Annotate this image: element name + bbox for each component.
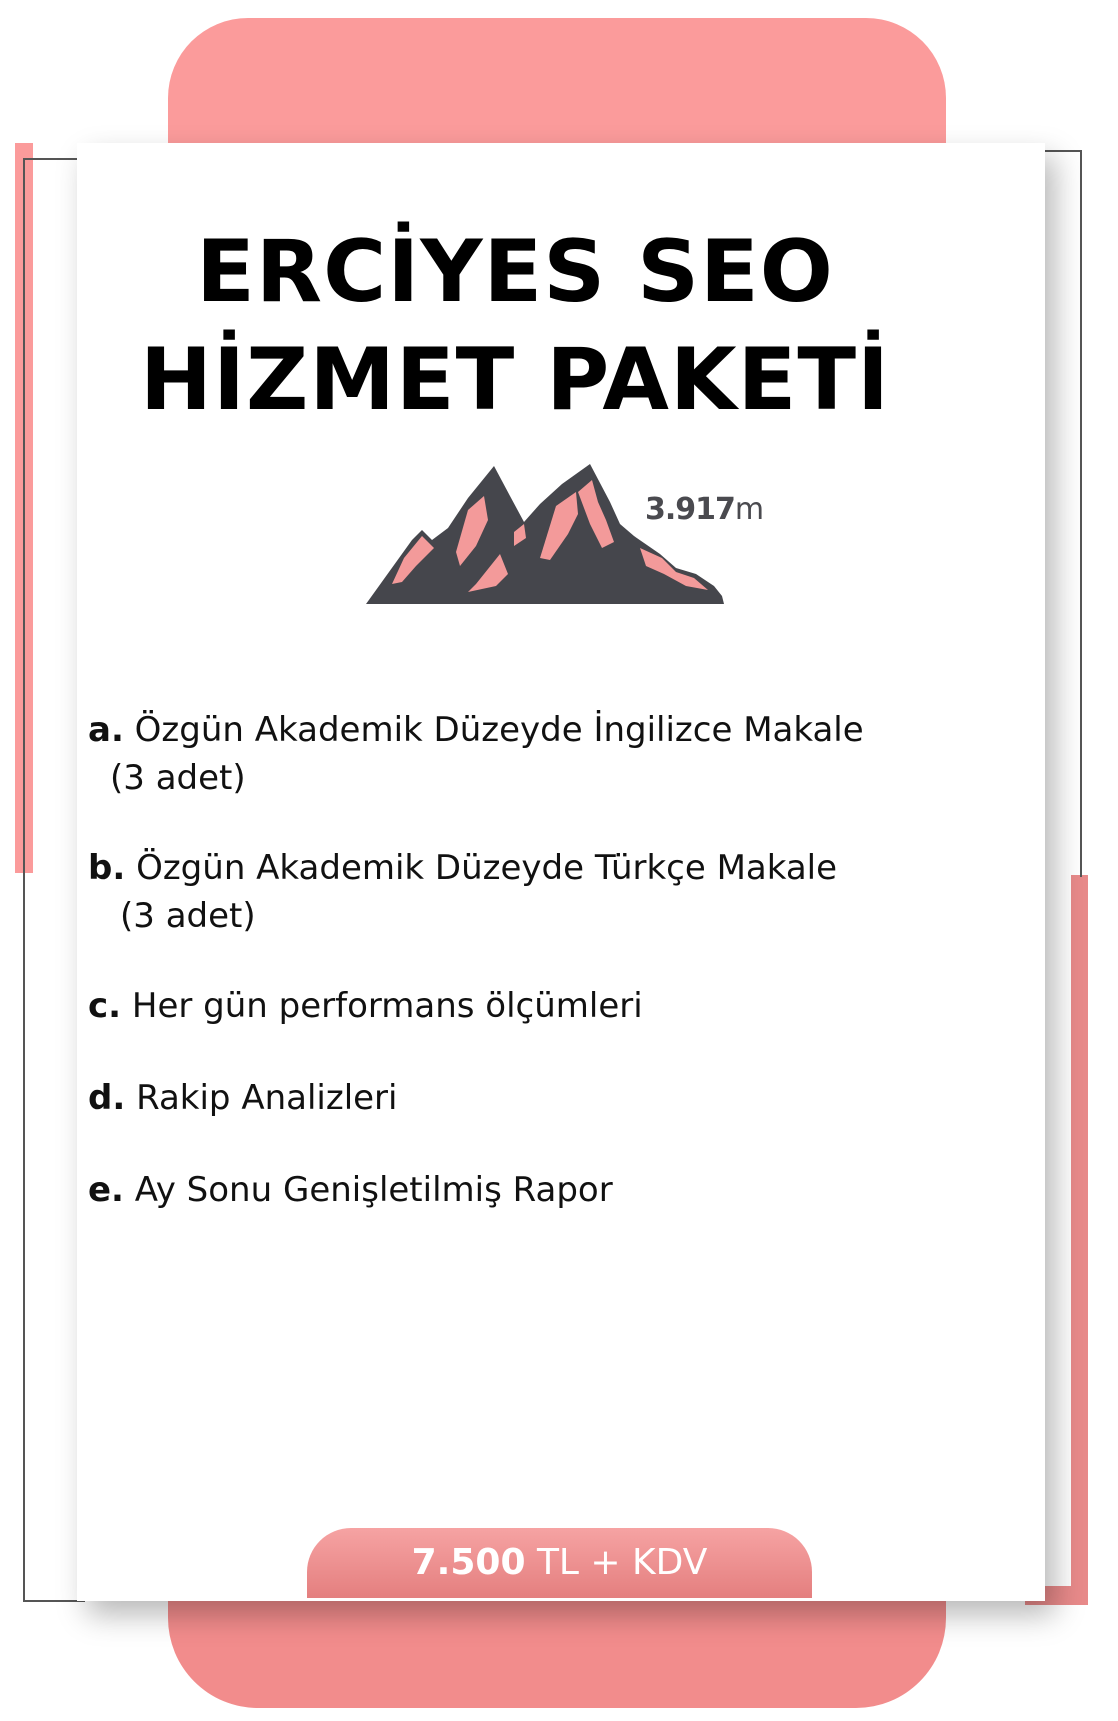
altitude-unit: m bbox=[734, 492, 764, 527]
price-suffix: TL + KDV bbox=[525, 1542, 708, 1583]
item-letter: d. bbox=[88, 1078, 126, 1118]
altitude-label bbox=[645, 492, 763, 527]
feature-list bbox=[88, 706, 988, 1258]
list-item bbox=[88, 1166, 988, 1258]
item-text: Ay Sonu Genişletilmiş Rapor bbox=[134, 1170, 613, 1210]
list-item bbox=[88, 844, 988, 982]
package-title bbox=[0, 218, 1030, 434]
item-letter: e. bbox=[88, 1170, 124, 1210]
item-letter: b. bbox=[88, 848, 126, 888]
item-letter: a. bbox=[88, 710, 124, 750]
title-line-1: ERCİYES SEO bbox=[196, 222, 834, 322]
price-badge bbox=[307, 1528, 812, 1598]
item-note: (3 adet) bbox=[120, 896, 256, 936]
right-pink-strip bbox=[1071, 875, 1088, 1605]
price-amount: 7.500 bbox=[411, 1542, 526, 1583]
mountain-icon bbox=[364, 462, 754, 607]
item-letter: c. bbox=[88, 986, 122, 1026]
list-item bbox=[88, 1074, 988, 1166]
title-line-2: HİZMET PAKETİ bbox=[139, 330, 890, 430]
item-text: Özgün Akademik Düzeyde İngilizce Makale bbox=[134, 710, 864, 750]
item-note: (3 adet) bbox=[110, 758, 246, 798]
list-item bbox=[88, 706, 988, 844]
item-text: Özgün Akademik Düzeyde Türkçe Makale bbox=[136, 848, 838, 888]
item-text: Rakip Analizleri bbox=[136, 1078, 398, 1118]
list-item bbox=[88, 982, 988, 1074]
item-text: Her gün performans ölçümleri bbox=[131, 986, 643, 1026]
altitude-value: 3.917 bbox=[645, 492, 735, 527]
